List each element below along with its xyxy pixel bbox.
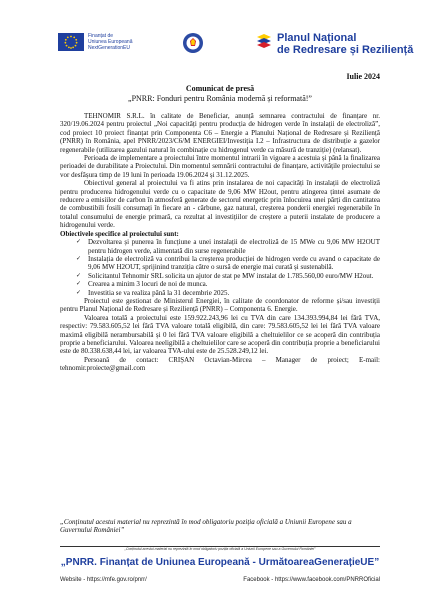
pnrr-slogan: „PNRR. Finanțat de Uniunea Europeană - UrmătoareaGenerațieUE” <box>60 557 380 568</box>
footer-note: „Conținutul acestui material nu reprezintă în mod obligatoriu poziția oficială a Uniunii Europene sau a Guvernului României” <box>124 547 316 551</box>
pnrr-title: Planul Național de Redresare și Reziliență <box>277 32 414 56</box>
objective-item: ✓ Dezvoltarea și punerea în funcțiune a unei instalații de electroliză de 15 MWe cu 9,06 MW H2OUT pentru hidrogen verde, alimentată din surse regenerabile <box>78 238 380 255</box>
paragraph-beneficiary: TEHNOMIR S.R.L. în calitate de Beneficiar, anunță semnarea contractului de finanțare nr. 320/19.06.2024 pentru proiectul „Noi capacități pentru producția de hidrogen verde în instalații de electroliză”, cod proiect 10 proiect finanțat prin Componenta C6 – Energie a Planului Național de Redresare și Reziliență (PNRR) în România, apel PNRR/2023/C6/M ENERGIEI/Investiția I.2 – Infrastructura de distribuție a gazelor regenerabile (utilizarea gazului natural în combinație cu hidrogenul verde ca măsură de tranziție) (relansat). <box>60 112 380 154</box>
document-date: Iulie 2024 <box>346 72 380 81</box>
objective-item: ✓ Solicitantul Tehnomir SRL solicita un ajutor de stat pe MW instalat de 1.785.560,00 euro/MW H2out. <box>78 272 380 280</box>
press-release-subtitle: „PNRR: Fonduri pentru România modernă și reformată!” <box>128 94 312 103</box>
paragraph-general-objective: Obiectivul general al proiectului va fi atins prin instalarea de noi capacități în instalații de electroliză pentru producerea hidrogenului verde cu o capacitate de 9,06 MW H2out, pentru atingerea țintei asumate de reducere a emisiilor de carbon în atmosferă generate de sectorul energetic prin înlocuirea unei părți din cantitatea de combustibili fosili consumați în fiecare an - cărbune, gaz natural, creșterea ponderii energiei regenerabile în totalul consumului de energie primară, ca rezultat al investițiilor de creștere a puterii instalate de producere a hidrogenului verde. <box>60 179 380 230</box>
disclaimer-quote: „Conținutul acestui material nu reprezintă în mod obligatoriu poziția oficială a Uniunii Europene sau a Guvernului României” <box>60 518 352 535</box>
objectives-list <box>60 238 380 297</box>
website-link[interactable]: Website - https://mfe.gov.ro/pnrr/ <box>60 577 147 583</box>
document-body <box>60 112 380 373</box>
pnrr-logo-icon <box>256 33 272 51</box>
objectives-heading: Obiectivele specifice al proiectului sunt: <box>60 229 179 238</box>
press-release-title: Comunicat de presă <box>185 84 255 93</box>
eu-funding-label: Finanțat de Uniunea Europeană NextGenerationEU <box>88 33 133 51</box>
paragraph-project-value: Valoarea totală a proiectului este 159.922.243,96 lei cu TVA din care 134.393.994,84 lei fără TVA, respectiv: 79.583.605,52 lei fără TVA valoare totală eligibilă, din care: 79.583.605,52 lei lei fără TVA valoare maximă eligibilă nerambursabilă și 0 lei fără TVA valoare eligibilă a cheltuielilor ce se acoperă din contribuția proprie a beneficiarului. Valoarea neeligibilă a cheltuielilor care se acoperă din contribuția proprie a beneficiarului este de 80.338.638,44 lei, iar valoarea TVA-ului este de 25.528.249,12 lei. <box>60 313 380 356</box>
romanian-government-logo-icon <box>183 33 203 53</box>
objective-item: ✓ Investitia se va realiza până la 31 decembrie 2025. <box>78 289 380 297</box>
objective-item: ✓ Instalația de electroliză va contribui la creșterea producției de hidrogen verde cu avand o capacitate de 9,06 MW H2OUT, sprijinind tranziția către o sursă de energie mai curată și sustenabilă. <box>78 255 380 272</box>
paragraph-implementation-period: Perioada de implementare a proiectului între momentul intrarii în vigoare a acestuia și până la finalizarea perioadei de durabilitate a Proiectului. Din momentul semnării contractului de finanțare, activitățile proiectului se vor desfășura timp de 19 luni în perioada 19.06.2024 și 31.12.2025. <box>60 154 380 179</box>
eu-flag-icon <box>58 33 84 51</box>
footer-links <box>60 577 380 583</box>
objective-item: ✓ Crearea a minim 3 locuri de noi de munca. <box>78 280 380 288</box>
paragraph-contact: Persoană de contact: CRIȘAN Octavian-Mircea – Manager de proiect; E-mail: tehnomir.proiecte@gmail.com <box>60 355 380 373</box>
facebook-link[interactable]: Facebook - https://www.facebook.com/PNRROficial <box>243 577 380 583</box>
paragraph-management: Proiectul este gestionat de Ministerul Energiei, în calitate de coordonator de reforme și/sau investiții pentru Planul Național de Redresare și Reziliență (PNRR) – Componenta 6. Energie. <box>60 296 380 314</box>
header <box>0 0 440 70</box>
